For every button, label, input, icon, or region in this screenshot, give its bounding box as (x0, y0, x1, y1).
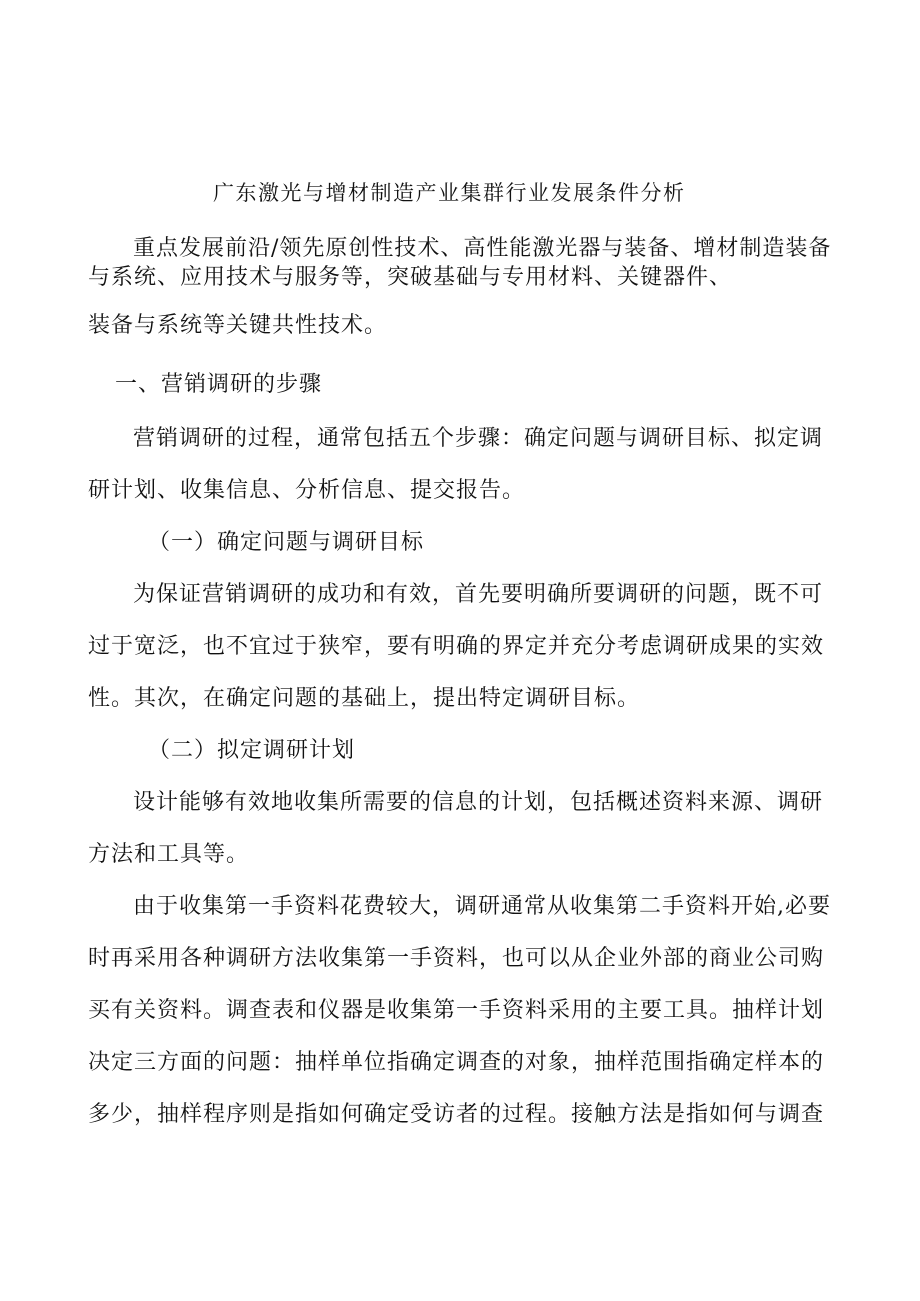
section-para-line-1: 营销调研的过程，通常包括五个步骤：确定问题与调研目标、拟定调 (133, 426, 824, 451)
document-title: 广东激光与增材制造产业集群行业发展条件分析 (213, 181, 686, 205)
sub1-para-line-3: 性。其次，在确定问题的基础上，提出特定调研目标。 (88, 686, 641, 711)
intro-line-1: 重点发展前沿/领先原创性技术、高性能激光器与装备、增材制造装备 (133, 236, 832, 261)
sub2-para1-line-2: 方法和工具等。 (88, 842, 250, 867)
subsection-heading-1: （一）确定问题与调研目标 (148, 530, 425, 555)
sub2-para2-line-2: 时再采用各种调研方法收集第一手资料，也可以从企业外部的商业公司购 (88, 946, 825, 971)
subsection-heading-2: （二）拟定调研计划 (148, 738, 356, 763)
sub1-para-line-2: 过于宽泛，也不宜过于狭窄，要有明确的界定并充分考虑调研成果的实效 (88, 634, 825, 659)
sub2-para2-line-4: 决定三方面的问题：抽样单位指确定调查的对象，抽样范围指确定样本的 (88, 1050, 825, 1075)
sub1-para-line-1: 为保证营销调研的成功和有效，首先要明确所要调研的问题，既不可 (133, 582, 824, 607)
section-heading: 一、营销调研的步骤 (115, 372, 323, 397)
sub2-para2-line-3: 买有关资料。调查表和仪器是收集第一手资料采用的主要工具。抽样计划 (88, 998, 825, 1023)
intro-line-3: 装备与系统等关键共性技术。 (88, 313, 388, 338)
sub2-para1-line-1: 设计能够有效地收集所需要的信息的计划，包括概述资料来源、调研 (133, 790, 824, 815)
section-para-line-2: 研计划、收集信息、分析信息、提交报告。 (88, 478, 526, 503)
sub2-para2-line-1: 由于收集第一手资料花费较大，调研通常从收集第二手资料开始,必要 (133, 894, 831, 919)
intro-line-2: 与系统、应用技术与服务等，突破基础与专用材料、关键器件、 (88, 265, 733, 290)
sub2-para2-line-5: 多少，抽样程序则是指如何确定受访者的过程。接触方法是指如何与调查 (88, 1102, 825, 1127)
